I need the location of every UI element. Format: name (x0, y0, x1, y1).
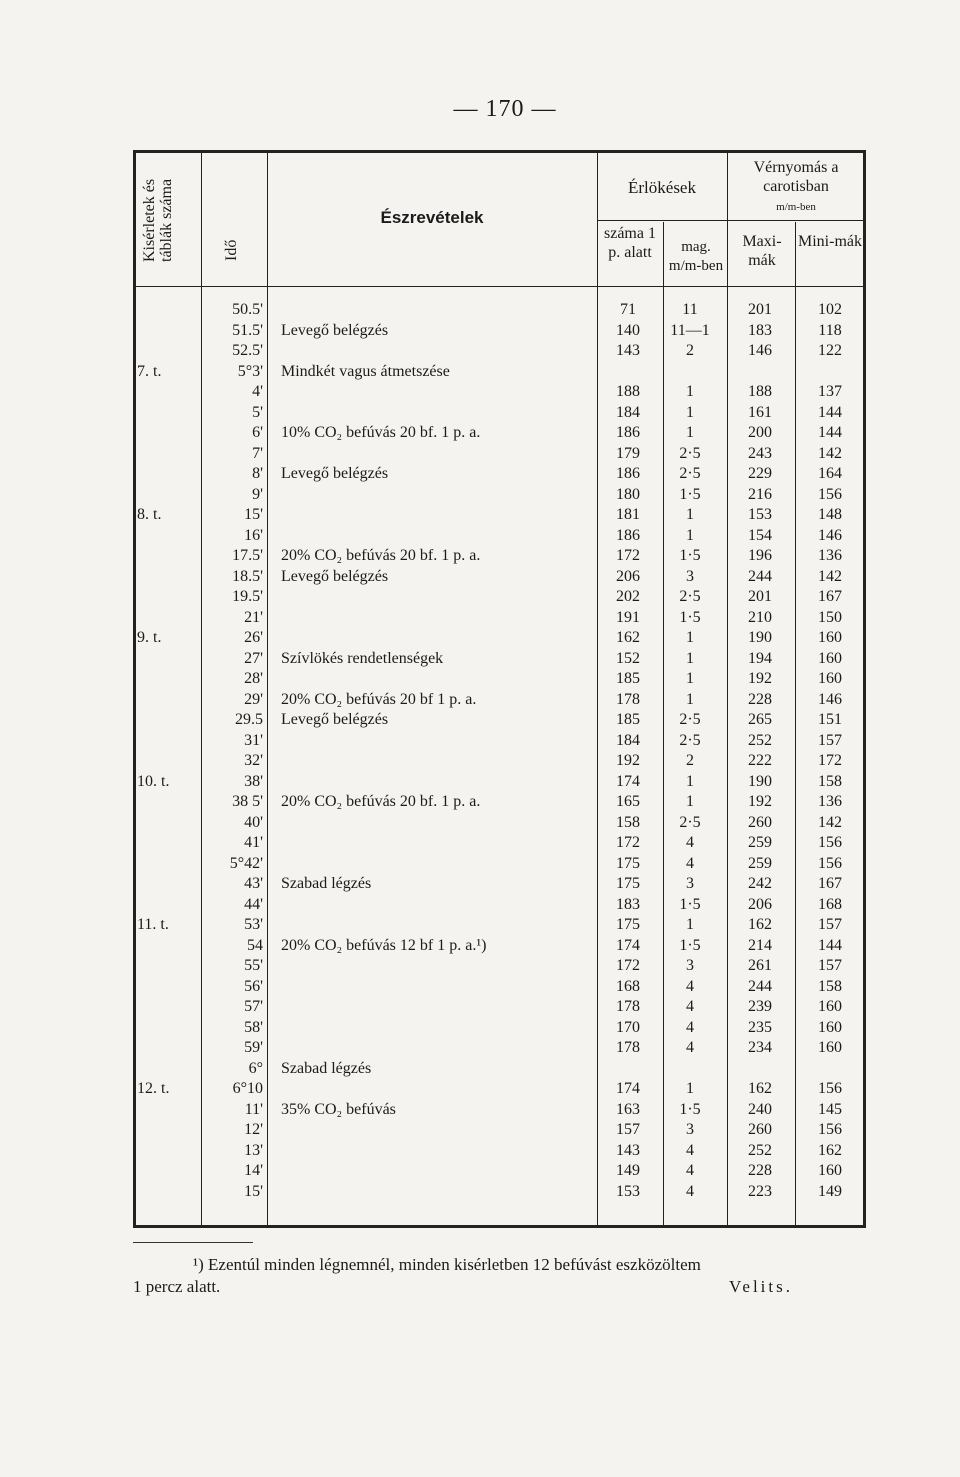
cell-obs: Levegő belégzés (281, 711, 389, 728)
table-row (133, 1182, 866, 1202)
table-row (133, 895, 866, 915)
cell-n: 192 (616, 752, 640, 769)
cell-obs: Levegő belégzés (281, 567, 389, 585)
cell-time: 43' (244, 875, 263, 892)
cell-min: 167 (818, 875, 842, 892)
cell-max: 228 (748, 1162, 772, 1179)
table-row (133, 977, 866, 997)
cell-max: 243 (748, 444, 772, 462)
cell-time: 31' (244, 731, 263, 749)
cell-n: 174 (616, 936, 640, 954)
cell-max: 190 (748, 629, 772, 646)
cell-exp: 11. t. (137, 916, 169, 933)
cell-n: 183 (616, 895, 640, 913)
cell-n: 168 (616, 977, 640, 995)
cell-min: 157 (818, 731, 842, 749)
table-row (133, 567, 866, 587)
cell-min: 160 (818, 1039, 842, 1056)
cell-n: 172 (616, 834, 640, 851)
cell-mag: 2·5 (679, 444, 701, 462)
table-row (133, 341, 866, 361)
cell-max: 223 (748, 1182, 772, 1200)
cell-min: 151 (818, 711, 842, 728)
cell-obs: 20% CO₂ befúvás 20 bf. 1 p. a. (281, 793, 481, 810)
cell-min: 160 (818, 670, 842, 687)
cell-time: 58' (244, 1018, 263, 1036)
footnote (133, 1254, 873, 1298)
cell-max: 190 (748, 772, 772, 790)
cell-max: 192 (748, 793, 772, 810)
cell-n: 186 (616, 465, 640, 482)
cell-max: 146 (748, 342, 772, 359)
cell-n: 158 (616, 813, 640, 831)
cell-time: 16' (244, 526, 263, 544)
table-row (133, 505, 866, 525)
table-row (133, 1079, 866, 1099)
cell-mag: 4 (686, 1141, 694, 1159)
table-row (133, 751, 866, 771)
cell-obs: 10% CO₂ befúvás 20 bf. 1 p. a. (281, 424, 481, 441)
cell-mag: 1 (686, 526, 694, 544)
cell-max: 235 (748, 1018, 772, 1036)
cell-time: 32' (244, 752, 263, 769)
cell-exp: 9. t. (137, 629, 162, 646)
cell-mag: 2 (686, 342, 694, 359)
cell-time: 59' (244, 1039, 263, 1056)
cell-min: 156 (818, 1121, 842, 1138)
cell-max: 194 (748, 649, 772, 667)
table-row (133, 710, 866, 730)
cell-min: 142 (818, 444, 842, 462)
cell-max: 259 (748, 834, 772, 851)
table-row (133, 956, 866, 976)
cell-min: 156 (818, 854, 842, 872)
cell-min: 158 (818, 977, 842, 995)
cell-max: 201 (748, 588, 772, 605)
cell-obs: Szívlökés rendetlenségek (281, 649, 444, 667)
cell-time: 56' (244, 977, 263, 995)
cell-time: 38 5' (232, 793, 263, 810)
cell-max: 229 (748, 465, 772, 482)
cell-mag: 1·5 (679, 547, 701, 564)
page-number: — 170 — (453, 96, 557, 122)
cell-min: 144 (818, 936, 842, 954)
table-row (133, 362, 866, 382)
cell-time: 50.5' (232, 301, 263, 318)
cell-mag: 4 (686, 998, 694, 1015)
header-subrule (597, 220, 863, 221)
cell-max: 210 (748, 608, 772, 626)
cell-n: 180 (616, 485, 640, 503)
cell-mag: 11—1 (670, 321, 710, 339)
header-bp-min: Mini-mák (798, 233, 862, 250)
table-row (133, 915, 866, 935)
table-row (133, 669, 866, 689)
table-row (133, 1141, 866, 1161)
cell-obs: 20% CO₂ befúvás 20 bf 1 p. a. (281, 690, 477, 708)
cell-mag: 1·5 (679, 895, 701, 913)
cell-time: 14' (244, 1162, 263, 1179)
cell-min: 162 (818, 1141, 842, 1159)
cell-n: 179 (616, 444, 640, 462)
cell-time: 6° (248, 1059, 263, 1077)
cell-mag: 1·5 (679, 1100, 701, 1118)
cell-time: 26' (244, 629, 263, 646)
cell-min: 136 (818, 793, 842, 810)
cell-exp: 7. t. (137, 362, 162, 380)
cell-mag: 1·5 (679, 608, 701, 626)
table-row (133, 1161, 866, 1181)
cell-mag: 3 (686, 875, 694, 892)
cell-max: 244 (748, 977, 772, 995)
cell-mag: 4 (686, 1182, 694, 1200)
cell-time: 28' (244, 670, 263, 687)
header-experiments: Kisérletek és táblák száma (141, 178, 175, 262)
data-table (133, 150, 866, 1228)
cell-n: 178 (616, 998, 640, 1015)
cell-max: 261 (748, 957, 772, 974)
table-row (133, 485, 866, 505)
cell-min: 144 (818, 403, 842, 421)
header-pulse-mag: mag. m/m-ben (668, 239, 724, 274)
cell-max: 200 (748, 424, 772, 441)
table-row (133, 382, 866, 402)
cell-time: 41' (244, 834, 263, 851)
cell-min: 137 (818, 383, 842, 400)
cell-obs: 20% CO₂ befúvás 12 bf 1 p. a.¹) (281, 936, 487, 954)
cell-time: 5°3' (237, 362, 263, 380)
cell-mag: 4 (686, 854, 694, 872)
cell-n: 165 (616, 793, 640, 810)
cell-time: 53' (244, 916, 263, 933)
table-row (133, 464, 866, 484)
cell-min: 142 (818, 567, 842, 585)
cell-mag: 11 (682, 301, 698, 318)
cell-time: 38' (244, 772, 263, 790)
table-row (133, 1100, 866, 1120)
cell-n: 175 (616, 875, 640, 892)
cell-min: 136 (818, 547, 842, 564)
cell-max: 192 (748, 670, 772, 687)
table-row (133, 792, 866, 812)
cell-time: 13' (244, 1141, 263, 1159)
cell-max: 239 (748, 998, 772, 1015)
cell-max: 252 (748, 1141, 772, 1159)
footnote-line-2: 1 percz alatt. (133, 1277, 221, 1296)
cell-mag: 2·5 (679, 711, 701, 728)
cell-max: 153 (748, 506, 772, 523)
cell-time: 44' (244, 895, 263, 913)
cell-time: 52.5' (232, 342, 263, 359)
cell-n: 178 (616, 690, 640, 708)
cell-min: 157 (818, 957, 842, 974)
table-row (133, 321, 866, 341)
cell-mag: 4 (686, 1162, 694, 1179)
cell-time: 19.5' (232, 588, 263, 605)
cell-mag: 1 (686, 690, 694, 708)
cell-max: 240 (748, 1100, 772, 1118)
cell-time: 7' (252, 444, 263, 462)
cell-n: 178 (616, 1039, 640, 1056)
cell-max: 188 (748, 383, 772, 400)
cell-min: 168 (818, 895, 842, 913)
cell-min: 150 (818, 608, 842, 626)
header-pulse-group: Érlökések (628, 178, 696, 197)
cell-n: 185 (616, 711, 640, 728)
table-row (133, 403, 866, 423)
cell-mag: 2·5 (679, 731, 701, 749)
table-row (133, 423, 866, 443)
cell-max: 222 (748, 752, 772, 769)
cell-min: 167 (818, 588, 842, 605)
cell-max: 162 (748, 916, 772, 933)
cell-n: 185 (616, 670, 640, 687)
table-row (133, 526, 866, 546)
cell-max: 259 (748, 854, 772, 872)
cell-n: 152 (616, 649, 640, 667)
cell-time: 17.5' (232, 547, 263, 564)
cell-min: 145 (818, 1100, 842, 1118)
cell-time: 6' (252, 424, 263, 441)
cell-min: 156 (818, 834, 842, 851)
cell-obs: Levegő belégzés (281, 321, 389, 339)
cell-exp: 10. t. (137, 772, 170, 790)
cell-min: 160 (818, 629, 842, 646)
table-row (133, 1120, 866, 1140)
cell-n: 174 (616, 1080, 640, 1097)
cell-min: 122 (818, 342, 842, 359)
cell-time: 57' (244, 998, 263, 1015)
cell-n: 172 (616, 957, 640, 974)
cell-n: 175 (616, 854, 640, 872)
cell-mag: 3 (686, 567, 694, 585)
cell-time: 40' (244, 813, 263, 831)
cell-min: 118 (818, 321, 842, 339)
cell-min: 148 (818, 506, 842, 523)
cell-min: 157 (818, 916, 842, 933)
cell-mag: 2·5 (679, 813, 701, 831)
cell-exp: 12. t. (137, 1080, 170, 1097)
cell-n: 188 (616, 383, 640, 400)
cell-n: 143 (616, 1141, 640, 1159)
cell-n: 191 (616, 608, 640, 626)
table-row (133, 690, 866, 710)
cell-mag: 2 (686, 752, 694, 769)
cell-time: 5°42' (229, 854, 263, 872)
table-top-rule (133, 150, 866, 153)
cell-min: 146 (818, 690, 842, 708)
cell-max: 244 (748, 567, 772, 585)
cell-n: 163 (616, 1100, 640, 1118)
cell-mag: 2·5 (679, 588, 701, 605)
cell-min: 149 (818, 1182, 842, 1200)
cell-min: 160 (818, 998, 842, 1015)
cell-mag: 1 (686, 629, 694, 646)
cell-time: 15' (244, 506, 263, 523)
cell-mag: 3 (686, 957, 694, 974)
footnote-rule (133, 1242, 253, 1243)
cell-mag: 2·5 (679, 465, 701, 482)
cell-obs: Szabad légzés (281, 1059, 372, 1077)
cell-time: 5' (252, 403, 263, 421)
cell-time: 27' (244, 649, 263, 667)
footnote-signature: Velits. (729, 1277, 793, 1296)
cell-mag: 4 (686, 1039, 694, 1056)
cell-n: 175 (616, 916, 640, 933)
cell-min: 158 (818, 772, 842, 790)
header-bp-max: Maxi-mák (742, 233, 782, 269)
cell-max: 216 (748, 485, 772, 503)
cell-mag: 1·5 (679, 936, 701, 954)
cell-min: 164 (818, 465, 842, 482)
cell-n: 149 (616, 1162, 640, 1179)
cell-n: 174 (616, 772, 640, 790)
cell-mag: 4 (686, 834, 694, 851)
cell-max: 196 (748, 547, 772, 564)
cell-max: 265 (748, 711, 772, 728)
cell-time: 8' (252, 465, 263, 482)
cell-time: 18.5' (232, 567, 263, 585)
table-row (133, 874, 866, 894)
table-row (133, 608, 866, 628)
cell-max: 154 (748, 526, 772, 544)
cell-n: 153 (616, 1182, 640, 1200)
cell-n: 71 (620, 301, 636, 318)
cell-mag: 1 (686, 772, 694, 790)
cell-obs: Levegő belégzés (281, 465, 389, 482)
cell-n: 170 (616, 1018, 640, 1036)
cell-mag: 1 (686, 403, 694, 421)
cell-n: 162 (616, 629, 640, 646)
cell-max: 260 (748, 813, 772, 831)
header-time: Idő (223, 239, 240, 261)
cell-min: 172 (818, 752, 842, 769)
cell-max: 206 (748, 895, 772, 913)
cell-max: 201 (748, 301, 772, 318)
cell-time: 6°10 (232, 1080, 263, 1097)
cell-obs: Szabad légzés (281, 875, 372, 892)
cell-mag: 1 (686, 1080, 694, 1097)
cell-time: 11' (244, 1100, 263, 1118)
cell-n: 184 (616, 403, 640, 421)
cell-max: 228 (748, 690, 772, 708)
cell-n: 184 (616, 731, 640, 749)
cell-max: 242 (748, 875, 772, 892)
cell-obs: 20% CO₂ befúvás 20 bf. 1 p. a. (281, 547, 481, 564)
table-row (133, 300, 866, 320)
cell-n: 181 (616, 506, 640, 523)
cell-max: 162 (748, 1080, 772, 1097)
table-row (133, 854, 866, 874)
header-bp-group: Vérnyomás a carotisban (753, 159, 839, 195)
table-row (133, 444, 866, 464)
table-row (133, 1018, 866, 1038)
cell-n: 206 (616, 567, 640, 585)
cell-min: 102 (818, 301, 842, 318)
table-bottom-rule (133, 1225, 866, 1228)
cell-time: 21' (244, 608, 263, 626)
cell-mag: 1·5 (679, 485, 701, 503)
cell-obs: 35% CO₂ befúvás (281, 1100, 396, 1118)
cell-time: 55' (244, 957, 263, 974)
cell-time: 29' (244, 690, 263, 708)
table-row (133, 628, 866, 648)
cell-n: 140 (616, 321, 640, 339)
cell-n: 202 (616, 588, 640, 605)
cell-mag: 1 (686, 916, 694, 933)
cell-max: 234 (748, 1039, 772, 1056)
cell-max: 252 (748, 731, 772, 749)
cell-min: 156 (818, 485, 842, 503)
table-row (133, 1059, 866, 1079)
cell-max: 214 (748, 936, 772, 954)
cell-max: 183 (748, 321, 772, 339)
cell-mag: 1 (686, 649, 694, 667)
cell-time: 15' (244, 1182, 263, 1200)
table-row (133, 997, 866, 1017)
table-row (133, 649, 866, 669)
cell-min: 160 (818, 649, 842, 667)
cell-min: 144 (818, 424, 842, 441)
cell-min: 156 (818, 1080, 842, 1097)
cell-n: 186 (616, 424, 640, 441)
cell-mag: 4 (686, 1018, 694, 1036)
table-row (133, 587, 866, 607)
table-row (133, 813, 866, 833)
cell-min: 142 (818, 813, 842, 831)
cell-time: 54 (247, 936, 263, 954)
footnote-line-1: ¹) Ezentúl minden légnemnél, minden kisérletben 12 befúvást eszközöltem (193, 1255, 701, 1274)
cell-max: 260 (748, 1121, 772, 1138)
cell-mag: 1 (686, 506, 694, 523)
cell-min: 160 (818, 1018, 842, 1036)
cell-mag: 1 (686, 383, 694, 400)
cell-mag: 1 (686, 793, 694, 810)
cell-min: 160 (818, 1162, 842, 1179)
header-bp-unit: m/m-ben (776, 201, 816, 213)
cell-mag: 1 (686, 670, 694, 687)
cell-mag: 1 (686, 424, 694, 441)
cell-obs: Mindkét vagus átmetszése (281, 362, 450, 380)
header-rule (133, 286, 866, 287)
cell-time: 4' (252, 383, 263, 400)
cell-mag: 4 (686, 977, 694, 995)
table-row (133, 772, 866, 792)
cell-min: 146 (818, 526, 842, 544)
cell-time: 12' (244, 1121, 263, 1138)
cell-max: 161 (748, 403, 772, 421)
cell-n: 143 (616, 342, 640, 359)
table-row (133, 546, 866, 566)
table-row (133, 1038, 866, 1058)
cell-n: 172 (616, 547, 640, 564)
table-row (133, 936, 866, 956)
cell-mag: 3 (686, 1121, 694, 1138)
table-row (133, 833, 866, 853)
cell-time: 29.5 (235, 711, 263, 728)
header-observations: Észrevételek (380, 208, 484, 227)
cell-exp: 8. t. (137, 506, 162, 523)
cell-time: 9' (252, 485, 263, 503)
cell-time: 51.5' (232, 321, 263, 339)
cell-n: 186 (616, 526, 640, 544)
table-row (133, 731, 866, 751)
cell-n: 157 (616, 1121, 640, 1138)
header-pulse-count: száma 1 p. alatt (604, 225, 656, 261)
